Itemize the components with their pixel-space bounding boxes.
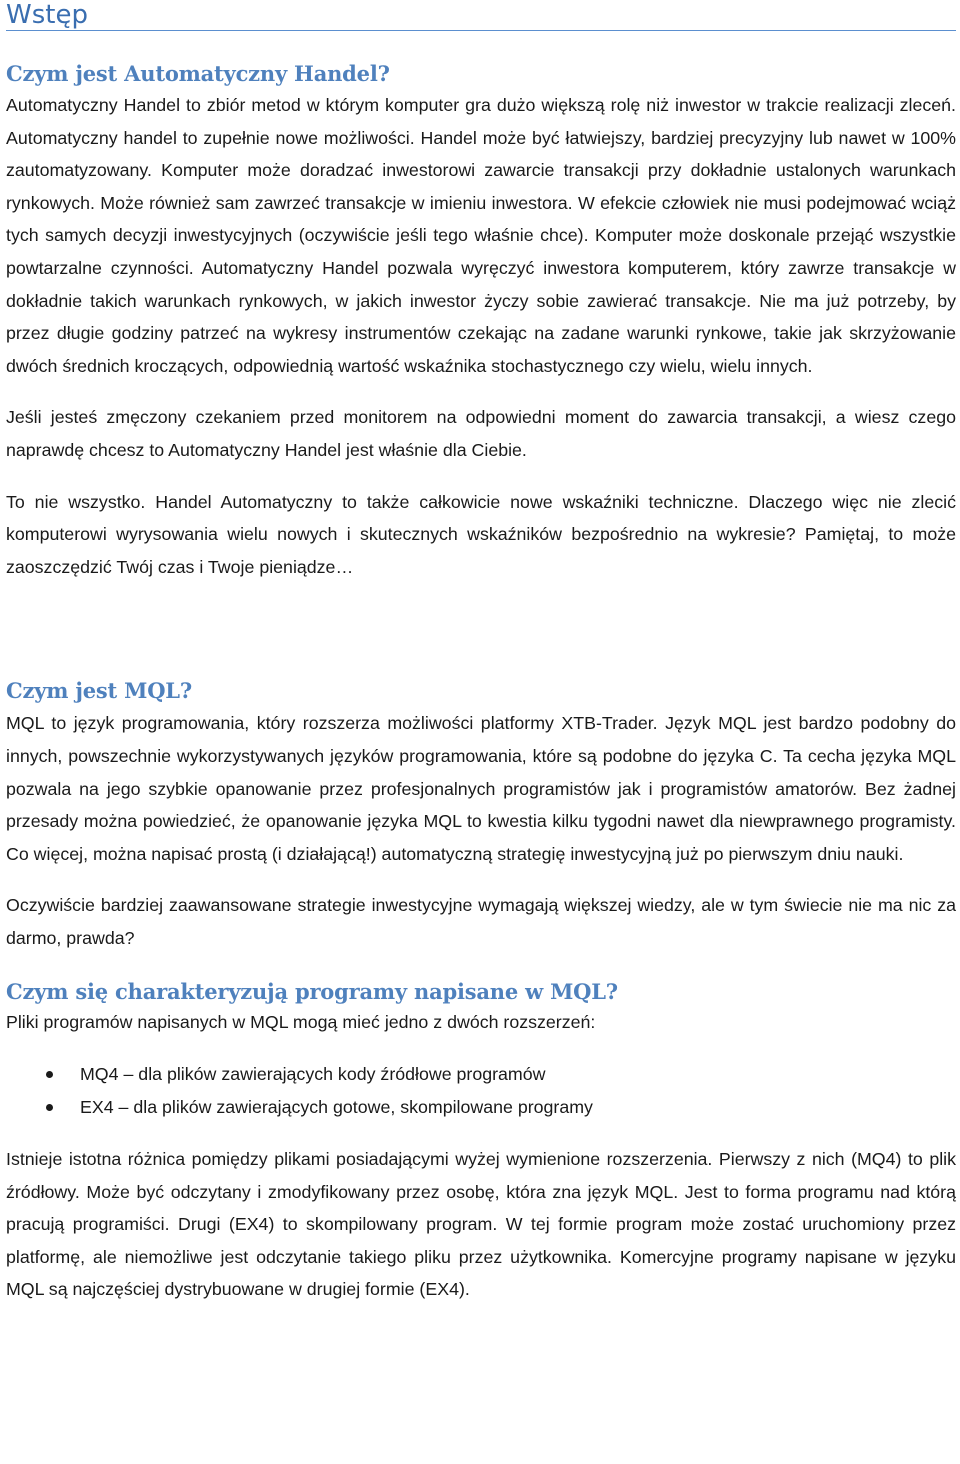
- paragraph-extensions-difference: Istnieje istotna różnica pomiędzy plikami posiadającymi wyżej wymienione rozszerzenia. Pierwszy z nich (MQ4) to plik źródłowy. Może być odczytany i zmodyfikowany przez osobę, która zna język MQL. Jest to forma programu nad którą pracują programiści. Drugi (EX4) to skompilowany program. W tej formie program może zostać uruchomiony przez platformę, ale niemożliwe jest odczytanie takiego pliku przez użytkownika. Komercyjne programy napisane w języku MQL są najczęściej dystrybuowane w drugiej formie (EX4).: [6, 1149, 956, 1300]
- section-heading-mql: Czym jest MQL?: [6, 678, 192, 704]
- paragraph-automated-trading-intro: Automatyczny Handel to zbiór metod w którym komputer gra dużo większą rolę niż inwestor w trakcie realizacji zleceń. Automatyczny handel to zupełnie nowe możliwości. Handel może być łatwiejszy, bardziej precyzyjny lub nawet w 100% zautomatyzowany. Komputer może doradzać inwestorowi zawarcie transakcji przy dokładnie ustalonych warunkach rynkowych. Może również sam zawrzeć transakcje w imieniu inwestora. W efekcie człowiek nie musi podejmować wciąż tych samych decyzji inwestycyjnych (oczywiście jeśli tego właśnie chce). Komputer może doskonale przejąć wszystkie powtarzalne czynności. Automatyczny Handel pozwala wyręczyć inwestora komputerem, który zawrze transakcje w dokładnie takich warunkach rynkowych, w jakich inwestor życzy sobie zawierać transakcje. Nie ma już potrzeby, by przez długie godziny patrzeć na wykresy instrumentów czekając na zadane warunki rynkowe, takie jak skrzyżowanie dwóch średnich kroczących, odpowiednią wartość wskaźnika stochastycznego czy wielu, wielu innych.: [6, 95, 956, 376]
- bullet-icon: [46, 1071, 53, 1078]
- paragraph-extensions-intro: Pliki programów napisanych w MQL mogą mieć jedno z dwóch rozszerzeń:: [6, 1012, 596, 1033]
- paragraph-mql-advanced: Oczywiście bardziej zaawansowane strategie inwestycyjne wymagają większej wiedzy, ale w tym świecie nie ma nic za darmo, prawda?: [6, 895, 956, 948]
- list-item: [6, 1058, 956, 1091]
- list-item-text: MQ4 – dla plików zawierających kody źródłowe programów: [80, 1064, 546, 1085]
- paragraph-mql-intro: MQL to język programowania, który rozszerza możliwości platformy XTB-Trader. Język MQL jest bardzo podobny do innych, powszechnie wykorzystywanych języków programowania, które są podobne do języka C. Ta cecha języka MQL pozwala na jego szybkie opanowanie przez profesjonalnych programistów jak i programistów amatorów. Bez żadnej przesady można powiedzieć, że opanowanie języka MQL to kwestia kilku tygodni nawet dla niewprawnego programisty. Co więcej, można napisać prostą (i działającą!) automatyczną strategię inwestycyjną już po pierwszym dniu nauki.: [6, 713, 956, 864]
- extensions-list: [6, 1058, 956, 1124]
- list-item: [6, 1091, 956, 1124]
- section-heading-automated-trading: Czym jest Automatyczny Handel?: [6, 61, 390, 86]
- paragraph-automated-trading-tired: Jeśli jesteś zmęczony czekaniem przed monitorem na odpowiedni moment do zawarcia transakcji, a wiesz czego naprawdę chcesz to Automatyczny Handel jest właśnie dla Ciebie.: [6, 407, 956, 460]
- bullet-icon: [46, 1104, 53, 1111]
- document-title: Wstęp: [6, 0, 956, 31]
- document-page: [6, 0, 956, 1306]
- list-item-text: EX4 – dla plików zawierających gotowe, skompilowane programy: [80, 1097, 593, 1118]
- paragraph-automated-trading-indicators: To nie wszystko. Handel Automatyczny to także całkowicie nowe wskaźniki techniczne. Dlaczego więc nie zlecić komputerowi wyrysowania wielu nowych i skutecznych wskaźników bezpośrednio na wykresie? Pamiętaj, to może zaoszczędzić Twój czas i Twoje pieniądze…: [6, 491, 956, 577]
- section-heading-mql-programs: Czym się charakteryzują programy napisane w MQL?: [6, 979, 618, 1005]
